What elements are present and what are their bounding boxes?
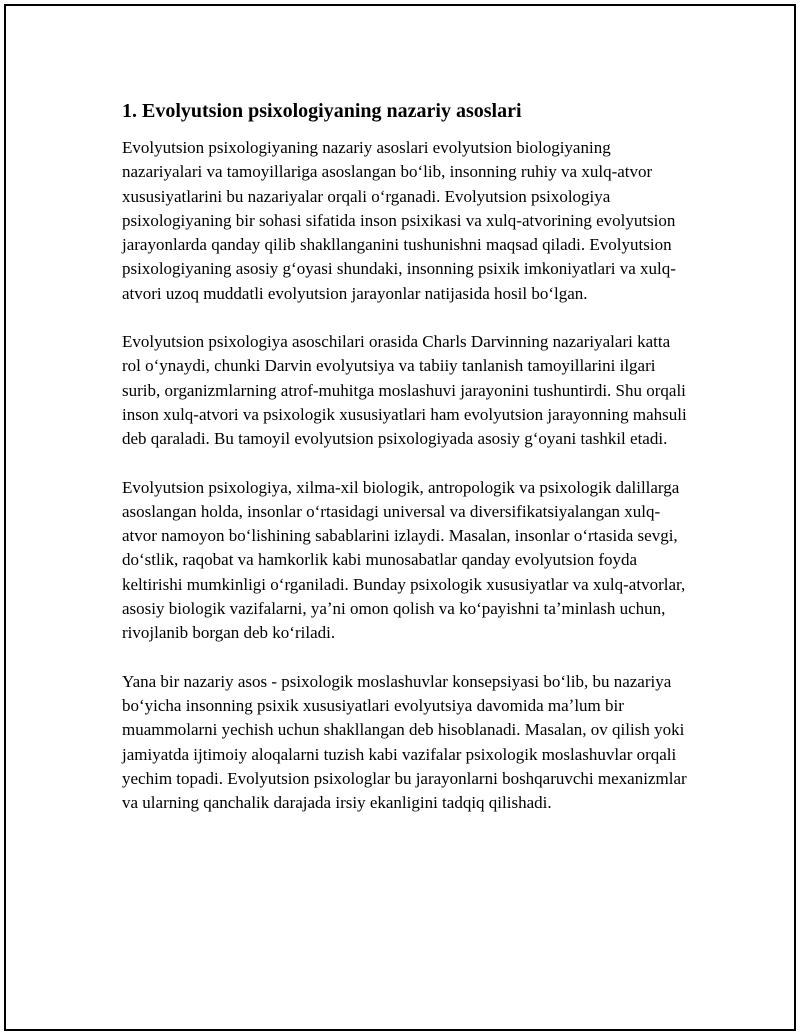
- paragraph-3: Evolyutsion psixologiya, xilma-xil biologik, antropologik va psixologik dalillarga asoslangan holda, insonlar oʻrtasidagi universal va diversifikatsiyalangan xulq-atvor namoyon boʻlishining sabablarini izlaydi. Masalan, insonlar oʻrtasida sevgi, doʻstlik, raqobat va hamkorlik kabi munosabatlar qanday evolyutsion foyda keltirishi mumkinligi oʻrganiladi. Bunday psixologik xususiyatlar va xulq-atvorlar, asosiy biologik vazifalarni, yaʼni omon qolish va koʻpayishni taʼminlash uchun, rivojlanib borgan deb koʻriladi.: [122, 477, 686, 643]
- section-heading: 1. Evolyutsion psixologiyaning nazariy asoslari: [122, 100, 522, 122]
- document-body: [120, 98, 690, 839]
- paragraph-4: Yana bir nazariy asos - psixologik moslashuvlar konsepsiyasi boʻlib, bu nazariya boʻyicha insonning psixik xususiyatlari evolyutsiya davomida maʼlum bir muammolarni yechish uchun shakllangan deb hisoblanadi. Masalan, ov qilish yoki jamiyatda ijtimoiy aloqalarni tuzish kabi vazifalar psixologik moslashuvlar orqali yechim topadi. Evolyutsion psixologlar bu jarayonlarni boshqaruvchi mexanizmlar va ularning qanchalik darajada irsiy ekanligini tadqiq qilishadi.: [122, 671, 687, 813]
- page-frame: [4, 4, 796, 1031]
- paragraph-2: Evolyutsion psixologiya asoschilari orasida Charls Darvinning nazariyalari katta rol oʻynaydi, chunki Darvin evolyutsiya va tabiiy tanlanish tamoyillarini ilgari surib, organizmlarning atrof-muhitga moslashuvi jarayonini tushuntirdi. Shu orqali inson xulq-atvori va psixologik xususiyatlari ham evolyutsion jarayonning mahsuli deb qaraladi. Bu tamoyil evolyutsion psixologiyada asosiy gʻoyani tashkil etadi.: [122, 332, 687, 449]
- paragraph-1: Evolyutsion psixologiyaning nazariy asoslari evolyutsion biologiyaning nazariyalari va tamoyillariga asoslangan boʻlib, insonning ruhiy va xulq-atvor xususiyatlarini bu nazariyalar orqali oʻrganadi. Evolyutsion psixologiya psixologiyaning bir sohasi sifatida inson psixikasi va xulq-atvorining evolyutsion jarayonlarda qanday qilib shakllanganini tushunishni maqsad qiladi. Evolyutsion psixologiyaning asosiy gʻoyasi shundaki, insonning psixik imkoniyatlari va xulq-atvori uzoq muddatli evolyutsion jarayonlar natijasida hosil boʻlgan.: [122, 138, 676, 303]
